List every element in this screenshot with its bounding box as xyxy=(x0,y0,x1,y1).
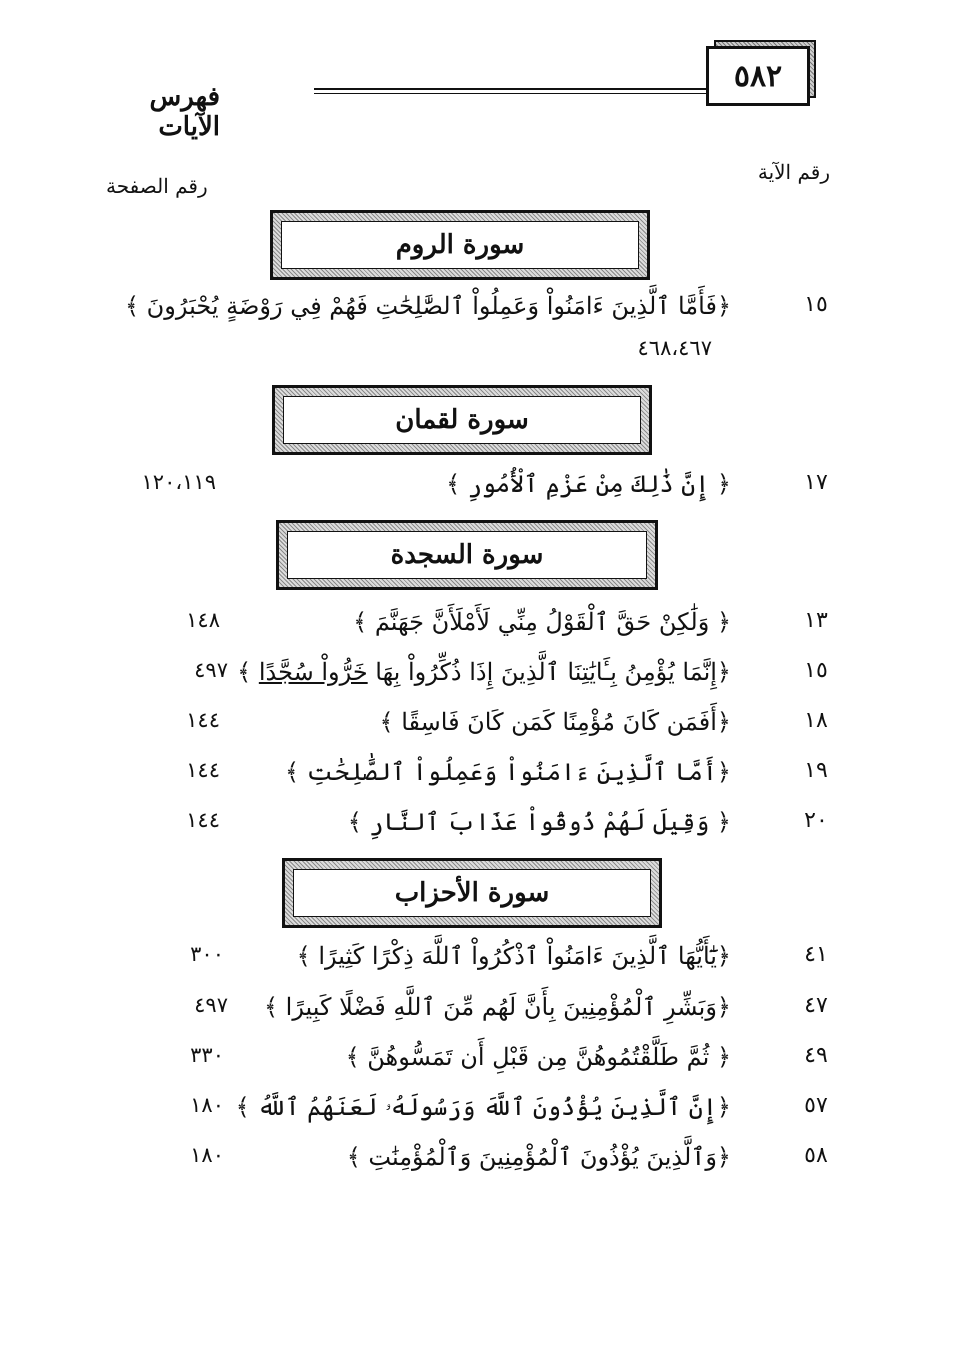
verse-number-column-header: رقم الآية xyxy=(757,160,830,184)
verse-number: ١٥ xyxy=(804,292,828,317)
verse-text-part: ﴿إِنَّمَا يُؤْمِنُ بِـَٔايَٰتِنَا ٱلَّذِينَ إِذَا ذُكِّرُواْ بِهَا xyxy=(367,658,731,686)
verse-text: ﴿فَأَمَّا ٱلَّذِينَ ءَامَنُواْ وَعَمِلُواْ ٱلصَّٰلِحَٰتِ فَهُمْ فِي رَوْضَةٍ يُحْبَرُونَ ﴾ xyxy=(124,292,731,320)
page-numbers: ١٢٠،١١٩ xyxy=(141,470,216,494)
surah-title: سورة الأحزاب xyxy=(293,869,651,917)
verse-number: ٢٠ xyxy=(804,808,828,833)
table-row xyxy=(0,993,966,1033)
page-number: ٥٨٢ xyxy=(706,46,810,106)
header-rule xyxy=(314,88,706,90)
verse-text: ﴿ وَلَٰكِنْ حَقَّ ٱلْقَوْلُ مِنِّي لَأَمْلَأَنَّ جَهَنَّمَ ﴾ xyxy=(353,608,731,636)
page-numbers: ٤٩٧ xyxy=(194,658,228,682)
surah-heading-luqman xyxy=(272,385,652,455)
verse-text: ﴿أَمَّا ٱلَّذِينَ ءَامَنُواْ وَعَمِلُواْ ٱلصَّٰلِحَٰتِ ﴾ xyxy=(285,758,731,786)
page-numbers: ١٤٤ xyxy=(186,808,220,832)
surah-heading-sajda xyxy=(276,520,658,590)
table-row xyxy=(0,942,966,982)
table-row xyxy=(0,608,966,648)
surah-title: سورة الروم xyxy=(281,221,639,269)
table-row xyxy=(0,292,966,332)
verse-number: ١٩ xyxy=(804,758,828,783)
verse-number: ١٨ xyxy=(804,708,828,733)
table-row xyxy=(0,1143,966,1183)
page-numbers: ١٤٨ xyxy=(186,608,220,632)
verse-number: ١٣ xyxy=(804,608,828,633)
verse-text: ﴿أَفَمَن كَانَ مُؤْمِنًا كَمَن كَانَ فَاسِقًا ﴾ xyxy=(379,708,731,736)
verse-number: ١٥ xyxy=(804,658,828,683)
page-numbers: ١٤٤ xyxy=(186,758,220,782)
verse-number: ٥٨ xyxy=(804,1143,828,1168)
verse-text-underlined: خَرُّواْ سُجَّدًا xyxy=(258,658,368,686)
page-numbers: ١٨٠ xyxy=(190,1093,224,1117)
page-numbers: ١٤٤ xyxy=(186,708,220,732)
surah-heading-ahzab xyxy=(282,858,662,928)
table-row-continuation xyxy=(0,336,966,376)
page-number-column-header: رقم الصفحة xyxy=(106,174,208,198)
page-numbers: ٣٣٠ xyxy=(190,1043,224,1067)
header-rule-thin xyxy=(314,93,706,94)
verse-text: ﴿إِنَّ ٱلَّذِينَ يُؤْذُونَ ٱللَّهَ وَرَسُولَهُۥ لَعَنَهُمُ ٱللَّهُ ﴾ xyxy=(235,1093,731,1121)
table-row xyxy=(0,808,966,848)
verse-text: ﴿ ثُمَّ طَلَّقْتُمُوهُنَّ مِن قَبْلِ أَن تَمَسُّوهُنَّ ﴾ xyxy=(345,1043,731,1071)
verse-text: ﴿وَبَشِّرِ ٱلْمُؤْمِنِينَ بِأَنَّ لَهُم مِّنَ ٱللَّهِ فَضْلًا كَبِيرًا ﴾ xyxy=(263,993,731,1021)
table-row xyxy=(0,470,966,510)
verse-number: ٤١ xyxy=(804,942,828,967)
verse-text: ﴿وَٱلَّذِينَ يُؤْذُونَ ٱلْمُؤْمِنِينَ وَٱلْمُؤْمِنَٰتِ ﴾ xyxy=(346,1143,731,1171)
surah-title: سورة السجدة xyxy=(287,531,647,579)
verse-text: ﴿ إِنَّ ذَٰلِكَ مِنْ عَزْمِ ٱلْأُمُورِ ﴾ xyxy=(446,470,731,498)
page-numbers: ٣٠٠ xyxy=(190,942,224,966)
verse-number: ٤٧ xyxy=(804,993,828,1018)
table-row xyxy=(0,658,966,698)
verse-number: ١٧ xyxy=(804,470,828,495)
surah-heading-rum xyxy=(270,210,650,280)
table-row xyxy=(0,758,966,798)
surah-title: سورة لقمان xyxy=(283,396,641,444)
page-numbers: ٤٦٨،٤٦٧ xyxy=(637,336,712,360)
verse-text: ﴿ وَقِيلَ لَهُمْ ذُوقُواْ عَذَابَ ٱلنَّارِ ﴾ xyxy=(347,808,731,836)
page-numbers: ١٨٠ xyxy=(190,1143,224,1167)
verse-text-part: ﴾ xyxy=(237,658,259,686)
table-row xyxy=(0,708,966,748)
page-numbers: ٤٩٧ xyxy=(194,993,228,1017)
table-row xyxy=(0,1093,966,1133)
verse-number: ٤٩ xyxy=(804,1043,828,1068)
running-title: فهرس الآيات xyxy=(149,82,220,142)
verse-number: ٥٧ xyxy=(804,1093,828,1118)
table-row xyxy=(0,1043,966,1083)
verse-text: ﴿يَٰٓأَيُّهَا ٱلَّذِينَ ءَامَنُواْ ٱذْكُرُواْ ٱللَّهَ ذِكْرًا كَثِيرًا ﴾ xyxy=(296,942,731,970)
